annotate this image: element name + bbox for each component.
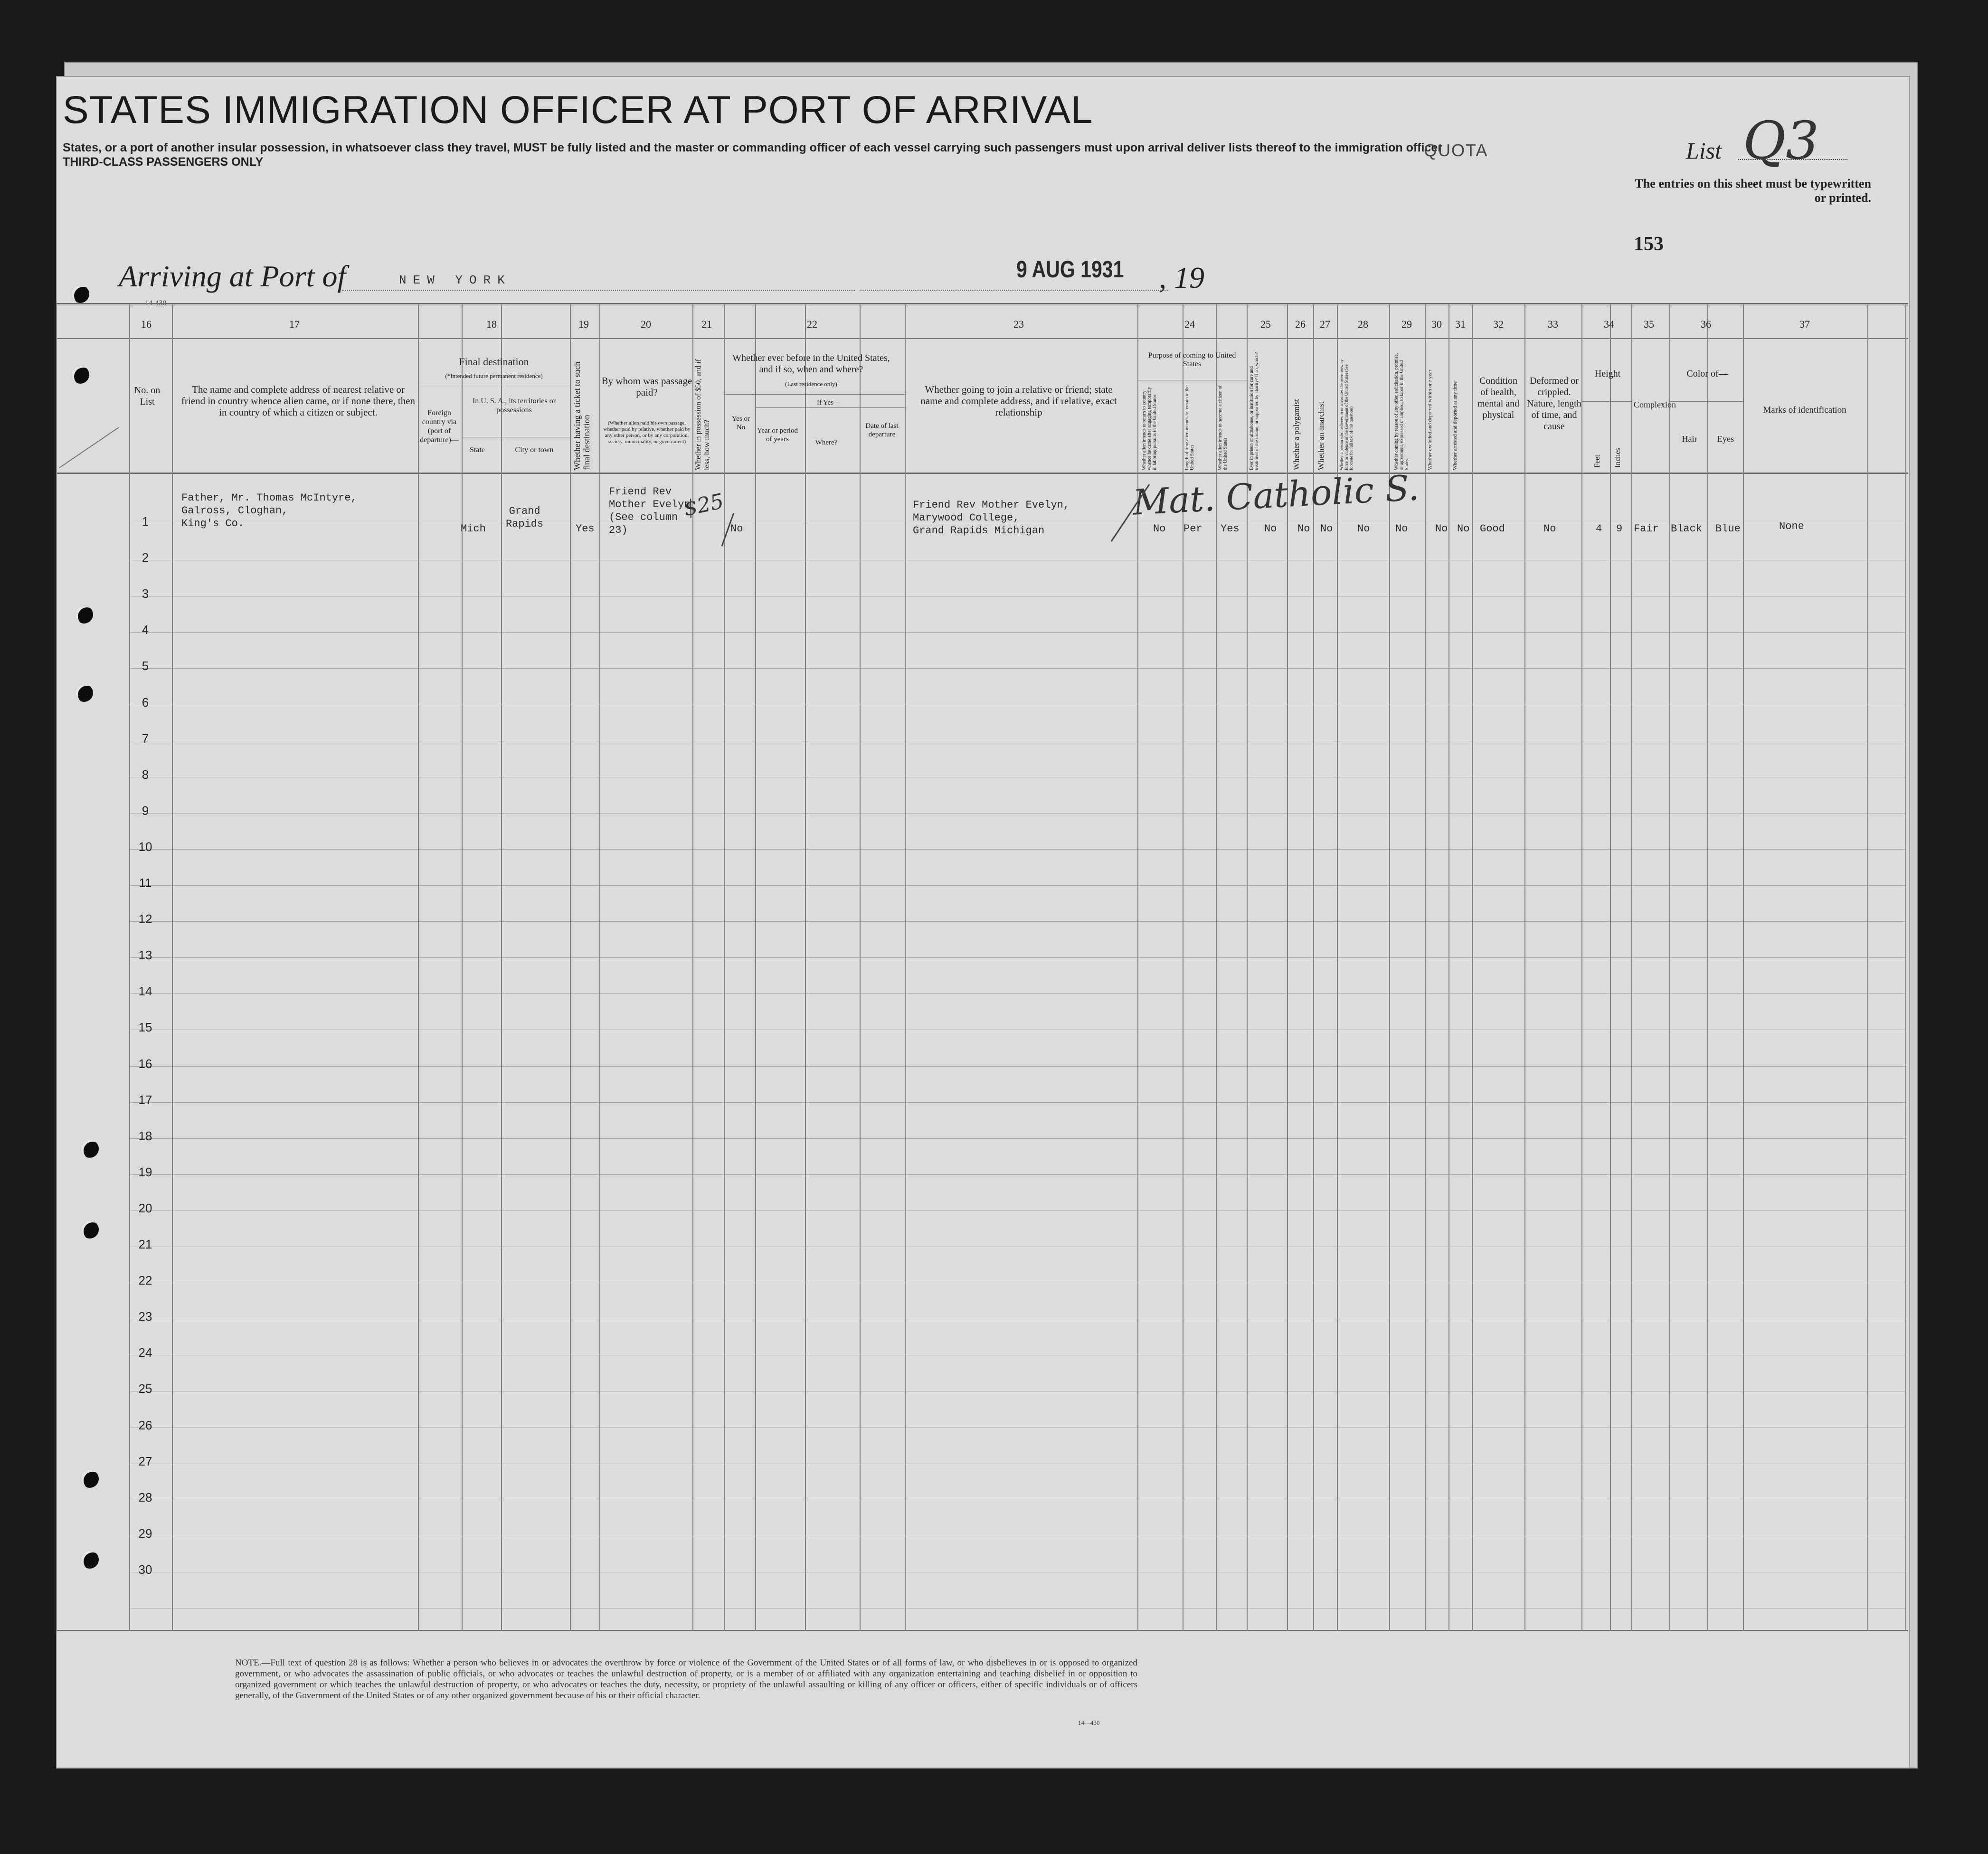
arrival-date-stamp: 9 AUG 1931	[1016, 256, 1124, 283]
header-hair: Hair	[1682, 434, 1697, 444]
row-number: 24	[138, 1345, 152, 1360]
header-purpose: Purpose of coming to United States	[1148, 351, 1236, 368]
header-color: Color of—	[1686, 369, 1728, 379]
footer-code: 14—430	[1078, 1719, 1100, 1726]
row-number: 7	[142, 731, 149, 746]
column-number: 20	[641, 318, 651, 330]
header-final-destination: Final destination	[459, 356, 529, 368]
header-eyes: Eyes	[1717, 434, 1734, 444]
sheet-serial: 153	[1634, 233, 1664, 255]
row-number: 17	[138, 1092, 152, 1107]
column-number: 21	[701, 318, 712, 330]
row-number: 13	[138, 948, 152, 963]
entry-hair: Black	[1671, 523, 1703, 535]
column-number: 34	[1604, 318, 1614, 330]
entry-complexion: Fair	[1634, 523, 1659, 535]
port-label: Arriving at Port of	[119, 259, 346, 293]
row-number: 25	[138, 1381, 152, 1396]
header-year-period: Year or period of years	[757, 427, 798, 443]
row-number: 6	[142, 695, 149, 709]
page-title: STATES IMMIGRATION OFFICER AT PORT OF ARRIVAL	[63, 88, 1093, 132]
header-polygamist: Whether a polygamist	[1292, 398, 1301, 470]
row-number: 8	[142, 767, 149, 782]
row-number: 23	[138, 1309, 152, 1324]
header-overthrow: Whether a person who believes in or advocates the overthrow by force or violence of the Government of the United States (See footnote for full text of this question)	[1339, 359, 1354, 470]
header-joining: Whether going to join a relative or friend; state name and complete address, and if relative, exact relationship	[920, 384, 1117, 418]
entry-purpose-return: No	[1153, 523, 1166, 535]
column-number: 33	[1548, 318, 1558, 330]
column-number: 24	[1184, 318, 1195, 330]
header-yes-no: Yes or No	[731, 415, 750, 431]
entry-money: $25	[682, 489, 726, 521]
entry-state: Mich	[461, 523, 486, 535]
row-number: 22	[138, 1273, 152, 1288]
entry-feet: 4	[1596, 523, 1602, 535]
column-number: 29	[1401, 318, 1412, 330]
list-value: Q3	[1743, 110, 1819, 171]
header-deformed: Deformed or crippled. Nature, length of time, and cause	[1527, 376, 1581, 432]
column-number: 30	[1431, 318, 1442, 330]
header-passage-paid-sub: (Whether alien paid his own passage, whether paid by relative, whether paid by any other person, or by any corporation, society, municipality, or government)	[603, 420, 691, 445]
header-height: Height	[1594, 369, 1621, 379]
header-purpose-citizen: Whether alien intends to become a citizen of the United States	[1218, 385, 1228, 470]
column-number: 19	[578, 318, 589, 330]
entry-annotation: Mat. Catholic S.	[1132, 467, 1420, 523]
column-number: 35	[1644, 318, 1654, 330]
header-health: Condition of health, mental and physical	[1477, 376, 1520, 420]
row-number: 29	[138, 1526, 152, 1541]
row-number: 21	[138, 1237, 152, 1251]
entry-city: Grand Rapids	[506, 505, 544, 530]
entry-marks: None	[1779, 520, 1804, 532]
header-where: Where?	[815, 439, 838, 446]
header-feet: Feet	[1593, 454, 1601, 468]
header-anarchist: Whether an anarchist	[1316, 401, 1325, 470]
header-if-yes: If Yes—	[816, 399, 841, 407]
list-label: List	[1686, 137, 1722, 164]
strike-line	[1111, 484, 1149, 541]
row-number: 10	[138, 839, 152, 854]
column-number: 37	[1799, 318, 1810, 330]
row-number: 2	[142, 550, 149, 565]
typewritten-note: The entries on this sheet must be typewritten or printed.	[1635, 177, 1871, 205]
entry-citizen: Yes	[1221, 523, 1240, 535]
header-usa: In U. S. A., its territories or possessions	[472, 397, 556, 414]
row-number: 14	[138, 984, 152, 999]
entry-length-stay: Per	[1183, 523, 1202, 535]
header-foreign-country: Foreign country via (port of departure)—	[420, 409, 459, 444]
row-number: 5	[142, 659, 149, 673]
entry-prison: No	[1264, 523, 1277, 535]
header-state: State	[470, 446, 485, 454]
header-city: City or town	[515, 446, 554, 454]
entry-joining: Friend Rev Mother Evelyn, Marywood College, Grand Rapids Michigan	[913, 499, 1070, 537]
header-date-departure: Date of last departure	[865, 422, 899, 438]
entry-ticket: Yes	[576, 523, 595, 535]
entry-deported: No	[1457, 523, 1470, 535]
entry-excluded: No	[1435, 523, 1448, 535]
header-deported: Whether arrested and deported at any time	[1452, 381, 1458, 470]
entry-inches: 9	[1616, 523, 1623, 535]
column-number: 28	[1358, 318, 1368, 330]
entry-overthrow: No	[1357, 523, 1370, 535]
row-number: 18	[138, 1128, 152, 1143]
entry-labor-offer: No	[1395, 523, 1408, 535]
entry-relative: Father, Mr. Thomas McIntyre, Galross, Cloghan, King's Co.	[181, 492, 357, 530]
header-prison: Ever in prison or almshouse, or institution for care and treatment of the insane, or supported by charity? If so, which?	[1249, 352, 1259, 470]
row-number: 28	[138, 1490, 152, 1504]
year-label: , 19	[1159, 261, 1204, 294]
column-number: 27	[1320, 318, 1330, 330]
row-number: 15	[138, 1020, 152, 1035]
port-value: NEW YORK	[399, 273, 511, 287]
class-line: THIRD-CLASS PASSENGERS ONLY	[63, 155, 264, 169]
header-complexion: Complexion	[1634, 400, 1676, 409]
strike-line	[722, 513, 734, 546]
column-number: 17	[289, 318, 300, 330]
row-number: 1	[142, 514, 149, 529]
header-inches: Inches	[1614, 448, 1622, 468]
header-final-destination-sub: (*Intended future permanent residence)	[445, 372, 543, 379]
column-number: 18	[486, 318, 497, 330]
column-number: 36	[1701, 318, 1711, 330]
quota-label: QUOTA	[1424, 141, 1488, 160]
entry-before-in-us: No	[730, 523, 743, 535]
entry-deformed: No	[1543, 523, 1556, 535]
column-number: 31	[1455, 318, 1466, 330]
header-purpose-length: Length of time alien intends to remain in the United States	[1184, 385, 1195, 470]
footnote: NOTE.—Full text of question 28 is as follows: Whether a person who believes in or advocates the overthrow by force or violence of the Government of the United States or of all forms of law, or who disbelieves in or is opposed to organized government, or who advocates the assassination of public officials, or who advocates or teaches the unlawful destruction of property, or is a member of or affiliated with any organization entertaining and teaching disbelief in or opposition to organized government or which teaches the unlawful destruction of property, or who advocates or teaches the duty, necessity, or propriety of the unlawful assaulting or killing of any officer or officers, either of specific individuals or of officers generally, of the Government of the United States or of any other organized government because of his or their official character.	[235, 1658, 1137, 1701]
column-number: 22	[807, 318, 817, 330]
header-money: Whether in possession of $50, and if less, how much?	[694, 359, 711, 470]
header-passage-paid: By whom was passage paid?	[601, 375, 692, 398]
subtitle-text: States, or a port of another insular possession, in whatsoever class they travel, MUST be fully listed and the master or commanding officer of each vessel carrying such passengers must upon arrival deliver lists thereof to the immigration officer	[63, 141, 1442, 154]
row-number: 4	[142, 623, 149, 637]
row-number: 27	[138, 1454, 152, 1468]
row-number: 12	[138, 912, 152, 927]
column-number: 23	[1013, 318, 1024, 330]
entry-eyes: Blue	[1715, 523, 1741, 535]
column-number: 32	[1493, 318, 1504, 330]
column-number: 25	[1260, 318, 1271, 330]
entry-anarchist: No	[1320, 523, 1333, 535]
form-code: 14-430	[145, 299, 167, 307]
row-number: 20	[138, 1201, 152, 1215]
header-purpose-return: Whether alien intends to return to country whence he came after engaging temporarily in laboring pursuits in the United States	[1142, 387, 1157, 470]
header-relative: The name and complete address of nearest relative or friend in country whence alien came, or if none there, then in country of which a citizen or subject.	[181, 384, 416, 418]
row-number: 30	[138, 1562, 152, 1577]
header-before-in-us: Whether ever before in the United States, and if so, when and where?	[732, 353, 890, 375]
header-labor-offer: Whether coming by reason of any offer, solicitation, promise, or agreement, expressed or implied, to labor in the United States	[1394, 353, 1410, 470]
column-number: 16	[141, 318, 151, 330]
header-ticket: Whether having a ticket to such final destination	[572, 361, 591, 470]
column-number: 26	[1295, 318, 1306, 330]
row-number: 9	[142, 803, 149, 818]
entry-health: Good	[1480, 523, 1505, 535]
header-excluded: Whether excluded and deported within one year	[1427, 369, 1433, 470]
row-number: 19	[138, 1164, 152, 1179]
row-number: 26	[138, 1418, 152, 1432]
header-list-number: No. on List	[134, 385, 161, 407]
header-marks: Marks of identification	[1763, 405, 1846, 415]
header-before-in-us-sub: (Last residence only)	[785, 380, 837, 388]
crease-line	[59, 427, 119, 468]
row-number: 16	[138, 1056, 152, 1071]
row-number: 11	[139, 876, 152, 890]
entry-paid-by: Friend Rev Mother Evelyn (See column 23)	[609, 486, 691, 536]
row-number: 3	[142, 586, 149, 601]
entry-polygamist: No	[1297, 523, 1310, 535]
